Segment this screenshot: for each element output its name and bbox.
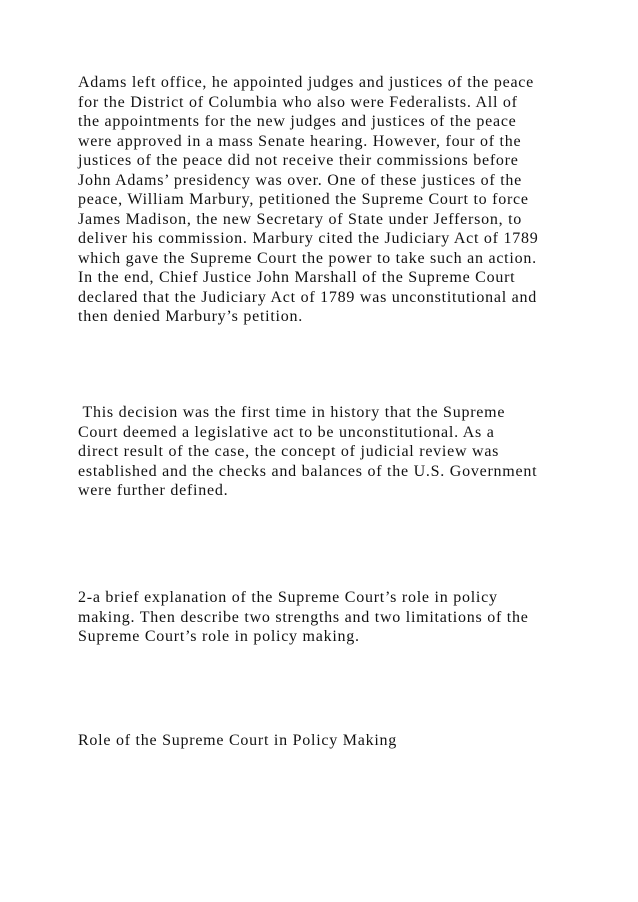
text-line: which gave the Supreme Court the power to take such an action. [78,249,537,267]
text-line: Supreme Court’s role in policy making. [78,628,360,645]
paragraph-marbury-background [78,73,598,327]
text-line: declared that the Judiciary Act of 1789 was unconstitutional and [78,288,537,306]
text-line: for the District of Columbia who also were Federalists. All of [78,93,518,111]
text-line: Adams left office, he appointed judges and justices of the peace [78,74,535,91]
text-line: were approved in a mass Senate hearing. However, four of the [78,132,522,150]
text-line: established and the checks and balances of the U.S. Government [78,462,538,480]
text-line: James Madison, the new Secretary of State under Jefferson, to [78,210,523,228]
text-line: direct result of the case, the concept of judicial review was [78,443,500,460]
text-line: deliver his commission. Marbury cited the Judiciary Act of 1789 [78,230,539,247]
text-line: Court deemed a legislative act to be unconstitutional. As a [78,423,495,441]
paragraph-assignment-prompt [78,588,598,647]
text-line: In the end, Chief Justice John Marshall of the Supreme Court [78,269,516,286]
text-line: Role of the Supreme Court in Policy Making [78,732,398,749]
text-line: justices of the peace did not receive their commissions before [78,152,519,169]
text-line: were further defined. [78,482,229,499]
text-line: then denied Marbury’s petition. [78,308,303,325]
paragraph-decision-significance [78,403,598,501]
text-line: peace, William Marbury, petitioned the Supreme Court to force [78,191,529,208]
section-heading [78,731,598,751]
text-line: 2-a brief explanation of the Supreme Court’s role in policy [78,589,498,606]
text-line: This decision was the first time in history that the Supreme [78,404,506,421]
text-line: the appointments for the new judges and justices of the peace [78,113,517,130]
text-line: making. Then describe two strengths and two limitations of the [78,608,529,626]
text-line: John Adams’ presidency was over. One of these justices of the [78,171,523,189]
